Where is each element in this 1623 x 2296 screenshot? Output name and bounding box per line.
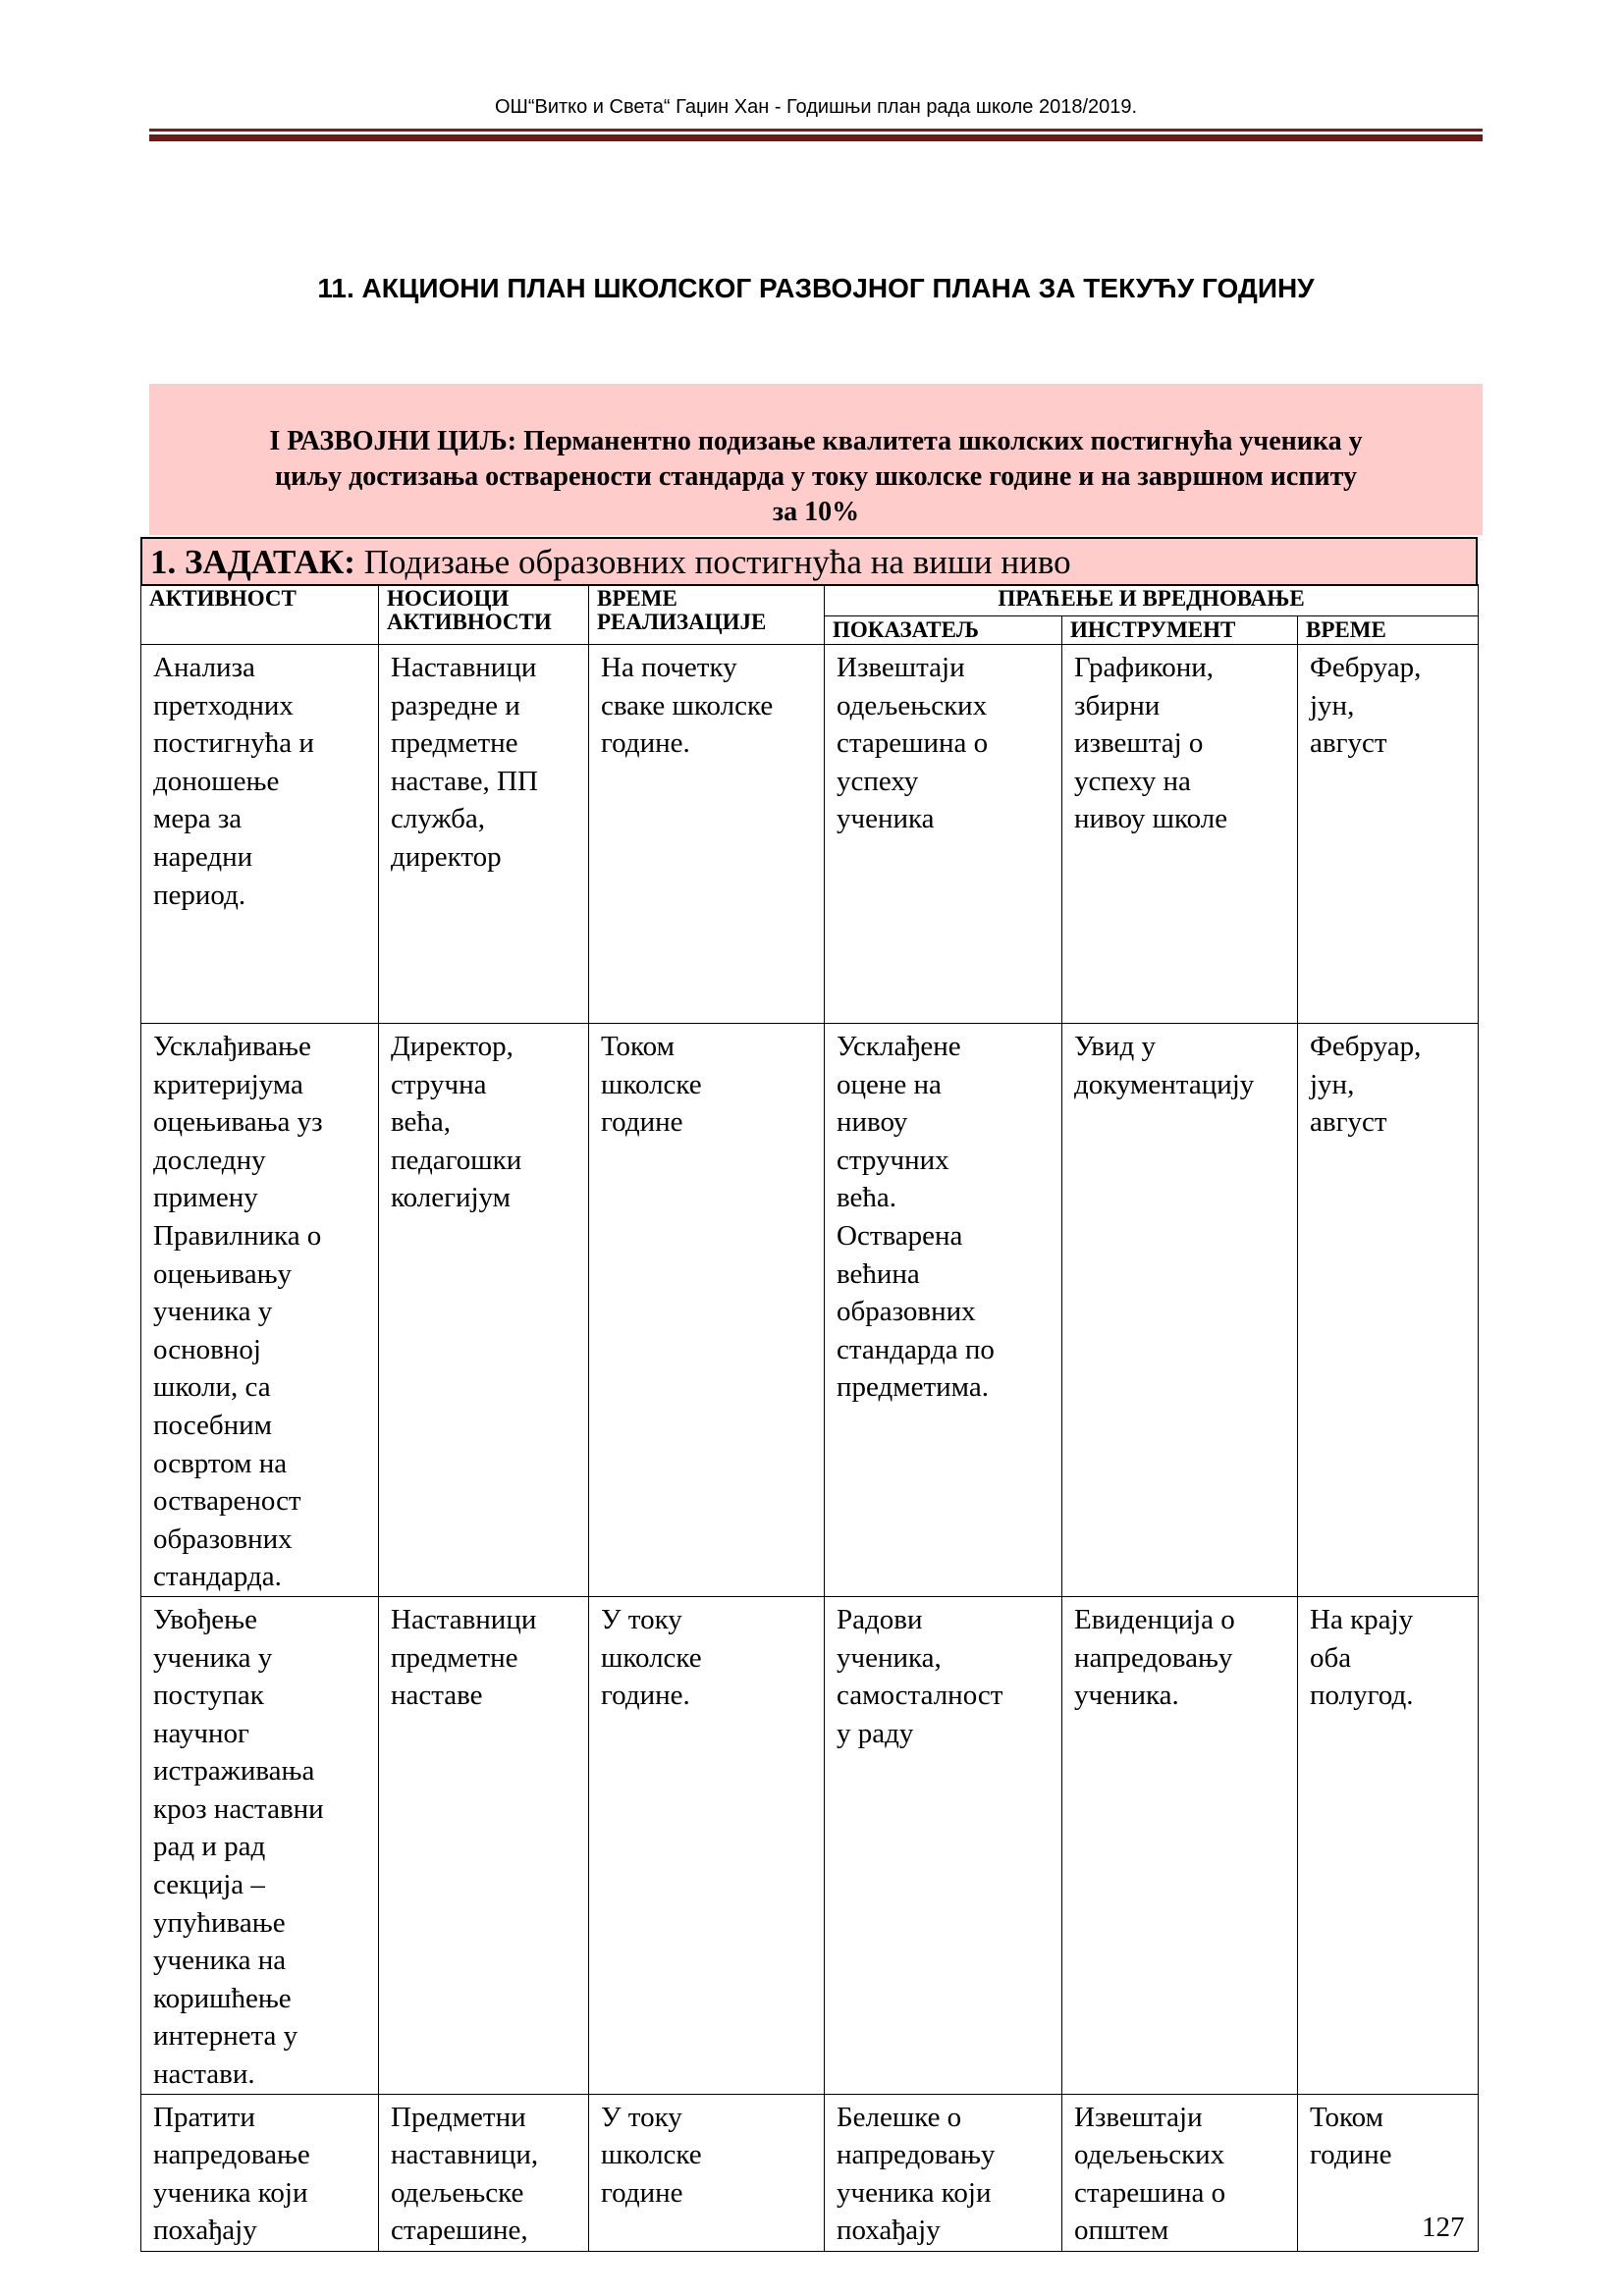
cell-time [589, 645, 825, 1024]
cell-when [1298, 1024, 1479, 1597]
cell-line: наставе, ПП [391, 765, 538, 797]
cell-line: школске [601, 1068, 702, 1100]
cell-line: ученика који [153, 2176, 308, 2209]
cell-line: примену [153, 1182, 258, 1214]
cell-line: Извештаји [1074, 2101, 1203, 2133]
cell-line: Радови [837, 1603, 923, 1635]
cell-line: јун, [1310, 1068, 1355, 1100]
goal-line-1: I РАЗВОЈНИ ЦИЉ: Перманентно подизање квалитета школских постигнућа ученика у [269, 426, 1363, 456]
cell-line: коришћење [153, 1982, 292, 2014]
cell-line: оцене на [837, 1068, 942, 1100]
cell-line: ученика на [153, 1945, 287, 1977]
cell-line: одељењских [837, 689, 988, 721]
cell-line: У току [601, 1603, 682, 1635]
cell-line: напредовању [837, 2139, 996, 2171]
cell-line: године [1310, 2139, 1392, 2171]
cell-line: Директор, [391, 1031, 514, 1062]
cell-line: полугод. [1310, 1680, 1414, 1712]
goal-line-2: циљу достизања остварености стандарда у току школске године и на завршном испиту [274, 461, 1358, 492]
cell-line: Анализа [153, 652, 255, 683]
cell-line: похађају [153, 2215, 257, 2247]
cell-line: ученика. [1074, 1680, 1179, 1712]
table-row [141, 645, 1479, 1024]
cell-line: служба, [391, 803, 485, 835]
cell-carriers [379, 2094, 589, 2251]
cell-line: посебним [153, 1409, 272, 1441]
cell-line: интернета у [153, 2020, 298, 2053]
cell-line: наставници, [391, 2139, 539, 2171]
cell-when [1298, 645, 1479, 1024]
cell-line: Евиденција о [1074, 1603, 1235, 1635]
cell-line: образовних [837, 1296, 976, 1328]
cell-line: кроз наставни [153, 1792, 324, 1825]
col-header-activity: АКТИВНОСТ [141, 585, 379, 645]
col-header-indicator: ПОКАЗАТЕЉ [825, 616, 1062, 645]
cell-line: ученика у [153, 1641, 273, 1674]
cell-line: самосталност [837, 1680, 1003, 1712]
cell-instrument [1062, 2094, 1298, 2251]
cell-line: мера за [153, 803, 243, 835]
cell-line: предметима. [837, 1371, 989, 1404]
cell-instrument [1062, 1024, 1298, 1597]
cell-when [1298, 1596, 1479, 2094]
cell-line: настави. [153, 2058, 255, 2091]
cell-line: већина [837, 1257, 920, 1290]
cell-line: Предметни [391, 2101, 526, 2133]
cell-indicator [825, 645, 1062, 1024]
col-header-when: ВРЕМЕ [1298, 616, 1479, 645]
cell-line: истраживања [153, 1755, 315, 1788]
header-row-1 [141, 585, 1479, 616]
cell-line: Извештаји [837, 652, 965, 683]
cell-line: колегијум [391, 1182, 512, 1214]
cell-indicator [825, 1596, 1062, 2094]
cell-line: постигнућа и [153, 727, 314, 760]
cell-line: године [601, 1106, 683, 1139]
cell-instrument [1062, 1596, 1298, 2094]
cell-line: наредни [153, 840, 253, 873]
cell-line: оцењивања уз [153, 1106, 323, 1139]
cell-line: збирни [1074, 689, 1161, 721]
cell-indicator [825, 2094, 1062, 2251]
cell-line: Остварена [837, 1219, 963, 1252]
table-body [141, 645, 1479, 2252]
cell-line: Увид у [1074, 1031, 1156, 1062]
cell-line: Наставници [391, 652, 537, 683]
cell-line: педагошки [391, 1144, 522, 1176]
header-rule-thin [149, 129, 1483, 132]
goal-line-3: за 10% [772, 497, 860, 527]
cell-line: упућивање [153, 1906, 286, 1939]
cell-line: Наставници [391, 1603, 537, 1635]
cell-line: општем [1074, 2215, 1169, 2247]
header-rule-thick [149, 134, 1483, 141]
col-header-monitoring: ПРАЋЕЊЕ И ВРЕДНОВАЊЕ [825, 585, 1479, 616]
cell-line: доследну [153, 1144, 266, 1176]
cell-line: ученика [837, 803, 935, 835]
cell-line: разредне и [391, 689, 520, 721]
cell-line: у раду [837, 1717, 914, 1749]
cell-line: успеху [837, 765, 919, 797]
cell-line: Фебруар, [1310, 652, 1422, 683]
cell-time [589, 1596, 825, 2094]
cell-time [589, 2094, 825, 2251]
action-plan-table [140, 584, 1479, 2252]
cell-line: рад и рад [153, 1831, 266, 1863]
cell-line: критеријума [153, 1068, 303, 1100]
cell-line: напредовање [153, 2139, 310, 2171]
cell-line: образовних [153, 1522, 293, 1555]
cell-line: доношење [153, 765, 280, 797]
cell-line: стручна [391, 1068, 487, 1100]
cell-line: На крају [1310, 1603, 1414, 1635]
cell-carriers [379, 1596, 589, 2094]
cell-line: ученика који [837, 2176, 992, 2209]
cell-line: Током [601, 1031, 675, 1062]
col-header-instrument: ИНСТРУМЕНТ [1062, 616, 1298, 645]
cell-line: Увођење [153, 1603, 257, 1635]
task-label: 1. ЗАДАТАК: [150, 543, 355, 581]
cell-line: поступак [153, 1680, 264, 1712]
cell-line: нивоу школе [1074, 803, 1228, 835]
cell-line: школи, са [153, 1371, 271, 1404]
cell-line: претходних [153, 689, 294, 721]
section-title: 11. АКЦИОНИ ПЛАН ШКОЛСКОГ РАЗВОЈНОГ ПЛАНА ЗА ТЕКУЋУ ГОДИНУ [317, 273, 1315, 303]
cell-line: стандарда. [153, 1561, 282, 1593]
cell-line: На почетку [601, 652, 737, 683]
cell-line: године. [601, 727, 690, 760]
cell-line: Усклађивање [153, 1031, 311, 1062]
task-text: Подизање образовних постигнућа на виши ниво [354, 543, 1071, 581]
cell-line: напредовању [1074, 1641, 1233, 1674]
cell-line: предметне [391, 1641, 518, 1674]
cell-line: Пратити [153, 2101, 255, 2133]
cell-activity [141, 1596, 379, 2094]
cell-line: оцењивању [153, 1257, 293, 1290]
cell-instrument [1062, 645, 1298, 1024]
table-row [141, 2094, 1479, 2251]
table-row [141, 1596, 1479, 2094]
cell-line: Фебруар, [1310, 1031, 1422, 1062]
cell-line: Правилника о [153, 1219, 322, 1252]
cell-line: предметне [391, 727, 518, 760]
cell-line: старешина о [1074, 2176, 1226, 2209]
cell-line: похађају [837, 2215, 941, 2247]
running-header: ОШ“Витко и Света“ Гаџин Хан - Годишњи план рада школе 2018/2019. [494, 96, 1138, 118]
cell-line: научног [153, 1717, 249, 1749]
cell-line: успеху на [1074, 765, 1191, 797]
cell-line: Усклађене [837, 1031, 961, 1062]
cell-line: секција – [153, 1869, 265, 1901]
cell-line: школске [601, 2139, 702, 2171]
cell-line: период. [153, 879, 246, 911]
cell-line: август [1310, 727, 1387, 760]
cell-line: школске [601, 1641, 702, 1674]
table-row [141, 1024, 1479, 1597]
cell-line: У току [601, 2101, 682, 2133]
cell-line: Током [1310, 2101, 1383, 2133]
cell-line: нивоу [837, 1106, 908, 1139]
cell-line: одељењске [391, 2176, 524, 2209]
cell-activity [141, 645, 379, 1024]
cell-line: сваке школске [601, 689, 774, 721]
col-header-carriers: НОСИОЦИ АКТИВНОСТИ [379, 585, 589, 645]
cell-line: оба [1310, 1641, 1352, 1674]
cell-line: ученика у [153, 1296, 273, 1328]
cell-activity [141, 1024, 379, 1597]
cell-line: јун, [1310, 689, 1355, 721]
cell-activity [141, 2094, 379, 2251]
cell-line: освртом на [153, 1447, 288, 1479]
cell-line: одељењских [1074, 2139, 1225, 2171]
cell-line: Белешке о [837, 2101, 962, 2133]
cell-line: документацију [1074, 1068, 1255, 1100]
cell-indicator [825, 1024, 1062, 1597]
cell-line: оствареност [153, 1485, 301, 1518]
cell-line: Графикони, [1074, 652, 1215, 683]
cell-line: стандарда по [837, 1333, 995, 1365]
cell-carriers [379, 1024, 589, 1597]
cell-line: ученика, [837, 1641, 942, 1674]
cell-line: основној [153, 1333, 261, 1365]
cell-line: године. [601, 1680, 690, 1712]
cell-time [589, 1024, 825, 1597]
cell-line: године [601, 2176, 683, 2209]
page-number: 127 [1422, 2212, 1465, 2243]
cell-line: већа. [837, 1182, 897, 1214]
cell-line: већа, [391, 1106, 452, 1139]
cell-line: старешине, [391, 2215, 528, 2247]
cell-carriers [379, 645, 589, 1024]
cell-line: август [1310, 1106, 1387, 1139]
cell-line: извештај о [1074, 727, 1204, 760]
cell-line: старешина о [837, 727, 989, 760]
goal-text [149, 424, 1483, 530]
cell-line: директор [391, 840, 502, 873]
task-heading [150, 543, 1071, 582]
cell-line: стручних [837, 1144, 949, 1176]
cell-line: наставе [391, 1680, 483, 1712]
col-header-time: ВРЕМЕ РЕАЛИЗАЦИЈЕ [589, 585, 825, 645]
